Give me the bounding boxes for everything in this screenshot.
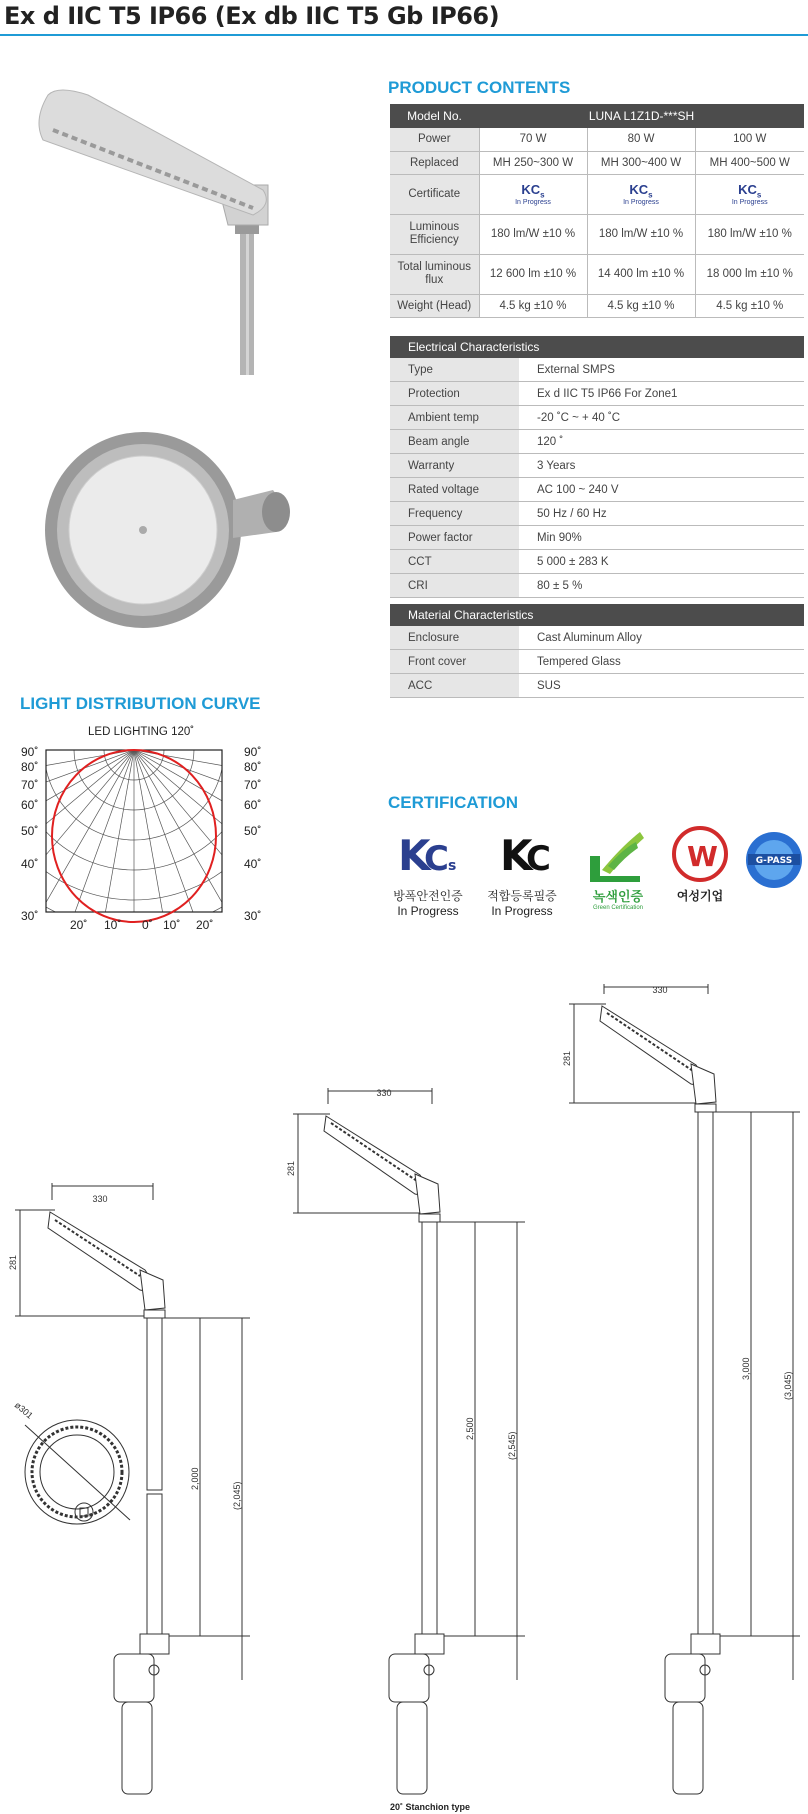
left-label: 80˚: [21, 760, 39, 774]
bottom-label: 10˚: [104, 918, 122, 932]
material-heading: Material Characteristics: [390, 604, 804, 626]
cell: 80 W: [587, 128, 695, 151]
left-label: 60˚: [21, 798, 39, 812]
right-label: 80˚: [244, 760, 262, 774]
row-label: Certificate: [390, 174, 479, 214]
product-contents-heading: PRODUCT CONTENTS: [388, 78, 571, 97]
svg-text:K: K: [398, 831, 431, 880]
spec-value: 80 ± 5 %: [519, 574, 804, 598]
dim-width: 330: [376, 1088, 392, 1098]
grid-ring: [18, 742, 278, 900]
left-label: 50˚: [21, 824, 39, 838]
left-label: 90˚: [21, 745, 39, 759]
cert-kcs: [388, 826, 468, 919]
product-contents-table: [390, 104, 804, 318]
dim-diameter: ø301: [12, 1399, 35, 1421]
cert-sub: Green Certification: [592, 905, 644, 911]
spec-value: -20 ˚C ~ + 40 ˚C: [519, 406, 804, 430]
spec-value: 50 Hz / 60 Hz: [519, 502, 804, 526]
bottom-label: 10˚: [163, 918, 181, 932]
cell: 18 000 lm ±10 %: [695, 254, 804, 294]
spec-value: Ex d IIC T5 IP66 For Zone1: [519, 382, 804, 406]
cert-cell: $KC_s$ In Progress: [479, 174, 587, 214]
cert-green: [578, 826, 658, 912]
spec-key: Power factor: [390, 526, 519, 550]
spec-value: Tempered Glass: [519, 650, 804, 674]
spec-key: Protection: [390, 382, 519, 406]
spec-value: External SMPS: [519, 358, 804, 382]
svg-text:K: K: [500, 831, 533, 880]
svg-text:W: W: [687, 840, 718, 873]
spec-key: Ambient temp: [390, 406, 519, 430]
spec-key: CCT: [390, 550, 519, 574]
cert-name: 여성기업: [676, 889, 724, 903]
svg-text:C: C: [526, 839, 551, 879]
spec-value: 3 Years: [519, 454, 804, 478]
right-label: 70˚: [244, 778, 262, 792]
cert-gpass: [742, 830, 806, 895]
material-section: [390, 604, 804, 698]
spec-value: Min 90%: [519, 526, 804, 550]
kc-logo-icon: [482, 826, 562, 884]
dim-overall: (2,045): [232, 1481, 242, 1510]
svg-text:C: C: [424, 839, 449, 879]
product-front-photo: [28, 420, 298, 630]
spec-value: 120 ˚: [519, 430, 804, 454]
cert-status: In Progress: [623, 199, 659, 207]
spec-key: Enclosure: [390, 626, 519, 650]
dim-head: 281: [562, 1050, 572, 1066]
cert-status: In Progress: [515, 199, 551, 207]
cell: MH 300~400 W: [587, 151, 695, 174]
cell: MH 250~300 W: [479, 151, 587, 174]
cert-status: In Progress: [731, 199, 768, 207]
right-label: 40˚: [244, 857, 262, 871]
cell: 180 lm/W ±10 %: [479, 214, 587, 254]
right-label: 30˚: [244, 909, 262, 923]
left-label: 40˚: [21, 857, 39, 871]
cell: 4.5 kg ±10 %: [587, 294, 695, 317]
dim-length: 2,500: [465, 1417, 475, 1440]
spec-key: Frequency: [390, 502, 519, 526]
pole-drawing-3: [569, 984, 800, 1794]
drawing-caption: 20˚ Stanchion type: [390, 1802, 471, 1812]
spec-key: ACC: [390, 674, 519, 698]
cert-status: In Progress: [491, 904, 553, 918]
pole-drawing-2: [293, 1088, 525, 1794]
spec-value: SUS: [519, 674, 804, 698]
cert-kc: [482, 826, 562, 919]
cert-women: [665, 826, 735, 904]
cert-status: In Progress: [397, 904, 459, 918]
material-table: [390, 626, 804, 698]
product-side-photo: [28, 80, 298, 380]
gpass-logo-icon: [742, 830, 806, 890]
cell: 180 lm/W ±10 %: [695, 214, 804, 254]
row-label: Replaced: [390, 151, 479, 174]
row-label: Power: [390, 128, 479, 151]
spec-value: Cast Aluminum Alloy: [519, 626, 804, 650]
cell: 70 W: [479, 128, 587, 151]
row-label: Weight (Head): [390, 294, 479, 317]
cert-cell: $KC_s$ In Progress: [587, 174, 695, 214]
polar-grid: [18, 742, 278, 932]
right-label: 50˚: [244, 824, 262, 838]
light-curve-heading: LIGHT DISTRIBUTION CURVE: [20, 694, 261, 713]
cert-name: 적합등록필증: [487, 889, 557, 903]
cell: 100 W: [695, 128, 804, 151]
spec-key: CRI: [390, 574, 519, 598]
spec-key: Front cover: [390, 650, 519, 674]
dim-overall: (2,545): [507, 1431, 517, 1460]
electrical-section: [390, 336, 804, 598]
grid-ring: [18, 742, 278, 930]
spec-key: Warranty: [390, 454, 519, 478]
dim-width: 330: [92, 1194, 108, 1204]
light-curve-title: LED LIGHTING 120˚: [88, 726, 195, 738]
cell: 180 lm/W ±10 %: [587, 214, 695, 254]
cell: 14 400 lm ±10 %: [587, 254, 695, 294]
cert-name: 방폭안전인증: [393, 889, 463, 903]
dimension-drawings: [0, 980, 808, 1814]
dim-head: 281: [8, 1254, 18, 1270]
grid-ray: [134, 750, 176, 932]
cert-cell: $KC_s$ In Progress: [695, 174, 804, 214]
svg-text:s: s: [448, 858, 457, 874]
model-label: Model No.: [390, 104, 479, 128]
cell: 12 600 lm ±10 %: [479, 254, 587, 294]
page-title: Ex d IIC T5 IP66 (Ex db IIC T5 Gb IP66): [4, 2, 500, 30]
right-label: 90˚: [244, 745, 262, 759]
electrical-table: [390, 358, 804, 598]
svg-text:G-PASS: G-PASS: [755, 856, 793, 866]
cell: MH 400~500 W: [695, 151, 804, 174]
cell: 4.5 kg ±10 %: [479, 294, 587, 317]
dim-width: 330: [652, 985, 668, 995]
dim-length: 3,000: [741, 1357, 751, 1380]
light-curve-chart: [18, 742, 278, 932]
title-rule: [0, 34, 808, 36]
left-label: 30˚: [21, 909, 39, 923]
cell: 4.5 kg ±10 %: [695, 294, 804, 317]
certification-heading: CERTIFICATION: [388, 793, 519, 812]
cert-name: 녹색인증: [592, 889, 644, 904]
dim-head: 281: [286, 1160, 296, 1176]
electrical-heading: Electrical Characteristics: [390, 336, 804, 358]
grid-ray: [92, 750, 134, 932]
spec-key: Beam angle: [390, 430, 519, 454]
bottom-label: 20˚: [196, 918, 214, 932]
dim-length: 2,000: [190, 1467, 200, 1490]
row-label: Total luminous flux: [390, 254, 479, 294]
spec-value: AC 100 ~ 240 V: [519, 478, 804, 502]
dim-overall: (3,045): [783, 1371, 793, 1400]
spec-value: 5 000 ± 283 K: [519, 550, 804, 574]
women-enterprise-logo-icon: [665, 826, 735, 884]
left-label: 70˚: [21, 778, 39, 792]
bottom-label: 20˚: [70, 918, 88, 932]
right-label: 60˚: [244, 798, 262, 812]
kcs-logo-icon: [388, 826, 468, 884]
bottom-label: 0˚: [142, 918, 153, 932]
spec-key: Rated voltage: [390, 478, 519, 502]
green-cert-logo-icon: [578, 826, 658, 884]
spec-key: Type: [390, 358, 519, 382]
model-value: LUNA L1Z1D-***SH: [479, 104, 804, 128]
row-label: Luminous Efficiency: [390, 214, 479, 254]
